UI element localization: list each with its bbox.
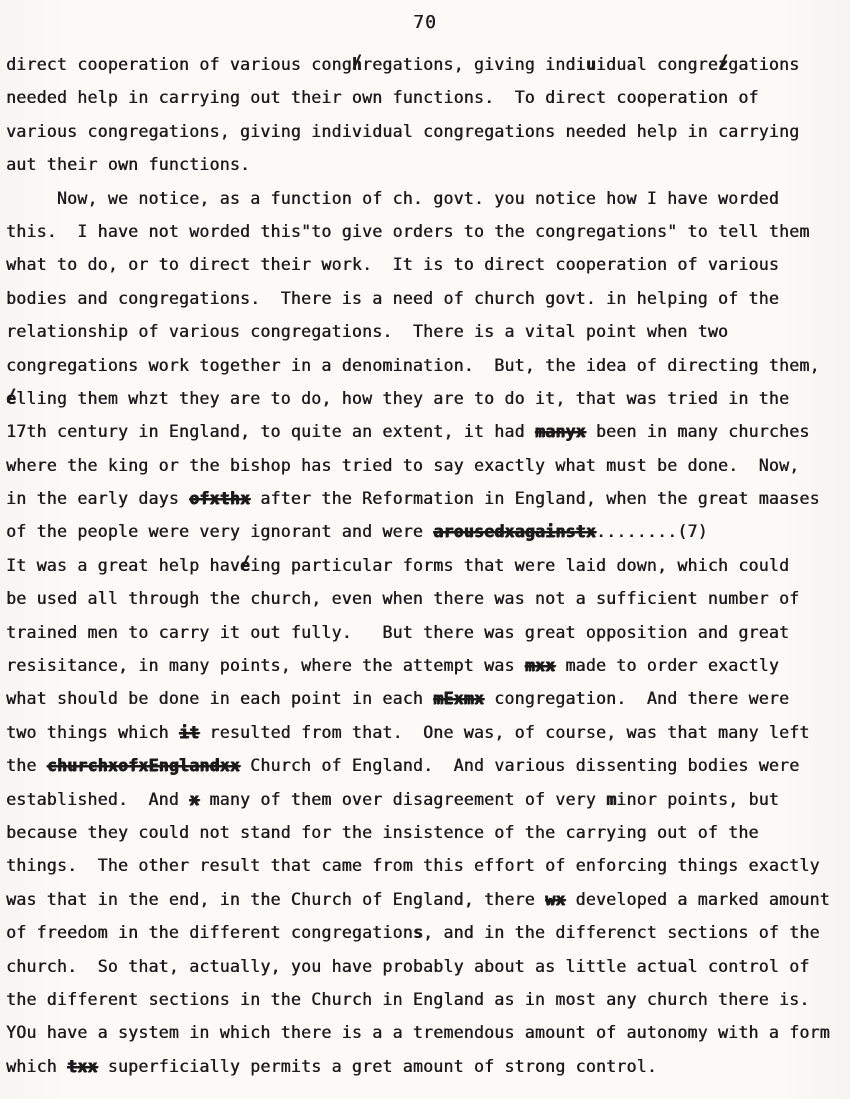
- overstruck-text: churchxofxEnglandxx: [46, 756, 240, 776]
- typed-text: because they could not stand for the insistence of the carrying out of the: [6, 822, 759, 842]
- typed-text: where the king or the bishop has tried to say exactly what must be done. Now,: [6, 455, 800, 475]
- document-text: [6, 48, 848, 1083]
- overstruck-text: s: [412, 923, 423, 943]
- text-line: [6, 716, 848, 749]
- text-line: [6, 415, 848, 448]
- typed-text: two things which: [6, 722, 179, 742]
- typed-text: things. The other result that came from this effort of enforcing things exactly: [6, 856, 820, 876]
- typed-text: resisitance, in many points, where the attempt was: [6, 656, 525, 676]
- typed-text: made to order exactly: [555, 656, 779, 676]
- typed-text: what should be done in each point in each: [6, 689, 434, 709]
- text-line: [6, 248, 848, 281]
- typed-text: the: [6, 756, 47, 776]
- typed-text: developed a marked amount: [565, 889, 830, 909]
- typed-text: relationship of various congregations. There is a vital point when two: [6, 322, 729, 342]
- typed-text: inor points, but: [616, 789, 779, 809]
- overstruck-text: mxx: [524, 656, 556, 676]
- overstruck-text: txx: [67, 1056, 98, 1076]
- text-line: [6, 115, 848, 148]
- text-line: [6, 449, 848, 482]
- overstruck-text: e /: [6, 382, 16, 415]
- overstruck-text: h /: [352, 48, 362, 81]
- text-line: [6, 148, 848, 181]
- overstruck-text: z /: [718, 48, 728, 81]
- text-line: [6, 515, 848, 548]
- typed-text: the different sections in the Church in England as in most any church there is.: [6, 989, 810, 1009]
- typed-text: gations: [728, 55, 800, 74]
- typed-text: which: [6, 1056, 68, 1076]
- text-line: [6, 48, 848, 81]
- text-line: [6, 783, 848, 816]
- typed-text: bodies and congregations. There is a need of church govt. in helping of the: [6, 288, 779, 308]
- text-line: [6, 983, 848, 1016]
- overstruck-text: m: [606, 789, 617, 809]
- text-line: [6, 482, 848, 515]
- typed-text: was that in the end, in the Church of England, there: [6, 889, 546, 909]
- typed-text: various congregations, giving individual congregations needed help in carrying: [6, 121, 800, 141]
- typed-text: It was a great help hav: [6, 555, 240, 575]
- typed-text: many of them over disagreement of very: [199, 789, 607, 809]
- typed-text: direct cooperation of various cong: [6, 55, 352, 74]
- typed-text: after the Reformation in England, when the great maases: [250, 489, 820, 509]
- overstruck-text: ofxthx: [189, 489, 251, 509]
- text-line: [6, 616, 848, 649]
- overstruck-text: x: [189, 789, 200, 809]
- typed-text: of freedom in the different congregation: [6, 923, 413, 943]
- typed-text: needed help in carrying out their own functions. To direct cooperation of: [6, 88, 759, 108]
- typed-text: ing particular forms that were laid down, which could: [250, 555, 790, 575]
- typed-text: aut their own functions.: [6, 155, 251, 175]
- overstruck-text: e /: [240, 549, 250, 582]
- typed-text: what to do, or to direct their work. It is to direct cooperation of various: [6, 255, 779, 275]
- text-line: [6, 649, 848, 682]
- typed-text: of the people were very ignorant and were: [6, 522, 434, 542]
- page-number: 70: [413, 12, 437, 33]
- text-line: [6, 182, 848, 215]
- typed-text: Church of England. And various dissenting bodies were: [239, 756, 800, 776]
- overstruck-text: it: [178, 722, 200, 742]
- typed-text: 17th century in England, to quite an extent, it had: [6, 422, 535, 442]
- overstruck-text: arousedxagainstx: [433, 522, 596, 542]
- text-line: [6, 883, 848, 916]
- text-line: [6, 81, 848, 114]
- typed-text: superficially permits a gret amount of strong control.: [97, 1056, 657, 1076]
- typed-text: Now, we notice, as a function of ch. govt. you notice how I have worded: [6, 188, 779, 208]
- text-line: [6, 282, 848, 315]
- text-line: [6, 749, 848, 782]
- typed-text: be used all through the church, even when there was not a sufficient number of: [6, 589, 800, 609]
- text-line: [6, 849, 848, 882]
- typed-text: lling them whzt they are to do, how they are to do it, that was tried in the: [16, 388, 790, 408]
- overstruck-text: wx: [545, 889, 566, 909]
- text-line: [6, 349, 848, 382]
- text-line: [6, 1050, 848, 1083]
- text-line: [6, 1016, 848, 1049]
- typed-text: , and in the differenct sections of the: [422, 923, 820, 943]
- typed-text: church. So that, actually, you have probably about as little actual control of: [6, 956, 810, 976]
- typed-text: YOu have a system in which there is a a tremendous amount of autonomy with a form: [6, 1023, 830, 1043]
- typed-text: resulted from that. One was, of course, was that many left: [199, 722, 810, 742]
- text-line: [6, 916, 848, 949]
- text-line: [6, 549, 848, 582]
- text-line: [6, 382, 848, 415]
- typed-text: in the early days: [6, 489, 190, 509]
- overstruck-text: mExmx: [433, 689, 485, 709]
- typed-text: this. I have not worded this"to give orders to the congregations" to tell them: [6, 221, 810, 241]
- text-line: [6, 215, 848, 248]
- text-line: [6, 682, 848, 715]
- typed-text: ........(7): [595, 522, 708, 542]
- overstruck-text: manyx: [534, 422, 586, 442]
- typed-text: congregation. And there were: [484, 689, 790, 709]
- text-line: [6, 950, 848, 983]
- typed-text: congregations work together in a denomination. But, the idea of directing them,: [6, 355, 820, 375]
- text-line: [6, 315, 848, 348]
- typed-text: trained men to carry it out fully. But there was great opposition and great: [6, 622, 790, 642]
- overstruck-text: u: [585, 55, 596, 74]
- typed-text: been in many churches: [585, 422, 810, 442]
- typed-text: established. And: [6, 789, 190, 809]
- text-line: [6, 816, 848, 849]
- typed-text: regations, giving indi: [361, 55, 586, 74]
- typed-text: idual congre: [595, 55, 718, 74]
- text-line: [6, 582, 848, 615]
